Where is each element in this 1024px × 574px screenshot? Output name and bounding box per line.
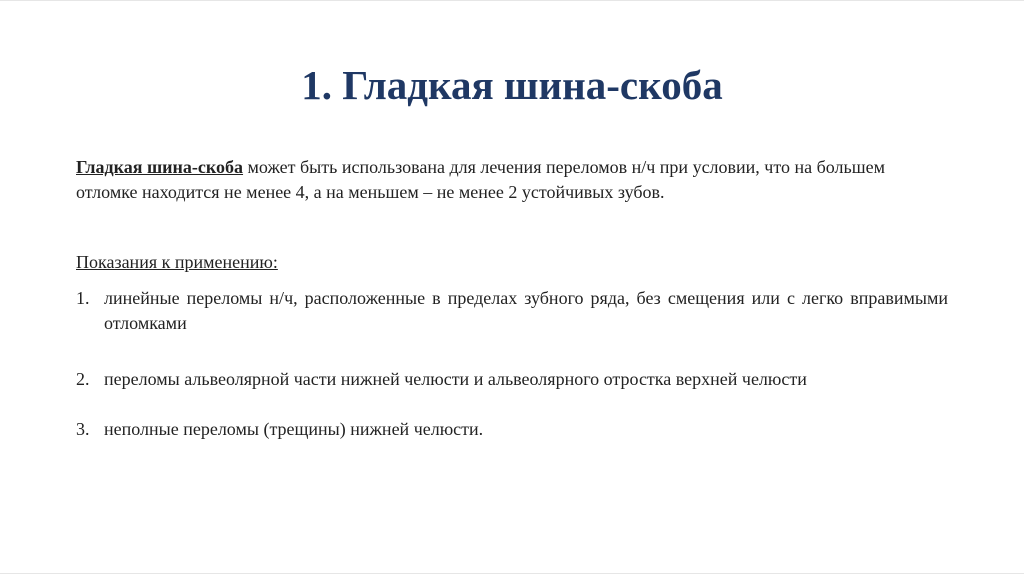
intro-text: может быть использована для лечения переломов н/ч при условии, что на большем отломке находится не менее 4, а на меньшем – не менее 2 устойчивых зубов. — [76, 157, 885, 202]
intro-term: Гладкая шина-скоба — [76, 157, 244, 177]
list-item-number: 3. — [76, 419, 90, 439]
list-item — [76, 417, 948, 442]
indications-heading: Показания к применению: — [76, 252, 278, 272]
list-item-text: линейные переломы н/ч, расположенные в пределах зубного ряда, без смещения или с легко вправимыми отломками — [104, 288, 948, 333]
slide-title: 1. Гладкая шина-скоба — [301, 62, 723, 108]
list-item-number: 2. — [76, 369, 90, 389]
list-item — [76, 286, 948, 336]
list-item-text: неполные переломы (трещины) нижней челюсти. — [104, 419, 484, 439]
list-item — [76, 367, 948, 392]
list-item-number: 1. — [76, 288, 90, 308]
list-item-text: переломы альвеолярной части нижней челюсти и альвеолярного отростка верхней челюсти — [104, 369, 807, 389]
intro-paragraph — [76, 155, 948, 205]
